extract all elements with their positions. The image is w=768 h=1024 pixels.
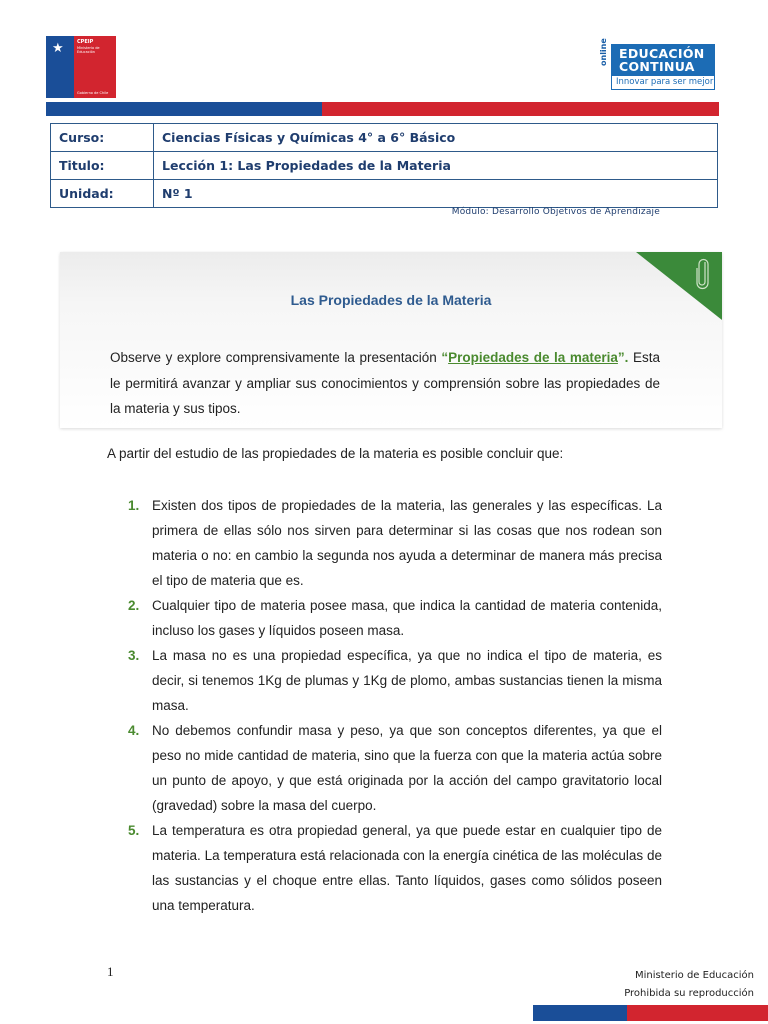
footer-text [624, 967, 754, 1003]
conclusion-intro: A partir del estudio de las propiedades de la materia es posible concluir que: [107, 446, 564, 461]
corner-ribbon [636, 252, 722, 320]
header-color-bar [46, 102, 719, 116]
footer-ministry: Ministerio de Educación [634, 970, 754, 981]
intro-open-quote: “ [441, 350, 449, 365]
intro-text-before: Observe y explore comprensivamente la presentación [110, 350, 442, 365]
ec-logo-line1: EDUCACIÓN [619, 46, 705, 61]
cpeip-acronym: CPEIP [77, 39, 94, 45]
page-number: 1 [107, 964, 114, 979]
star-icon: ★ [52, 40, 64, 55]
list-number: 3. [128, 648, 140, 663]
intro-paragraph [110, 345, 660, 422]
table-row [51, 180, 718, 208]
list-number: 1. [128, 498, 140, 513]
footer-copyright: Prohibida su reproducción [624, 988, 754, 999]
list-item [128, 718, 662, 818]
course-info-table [50, 123, 718, 208]
course-label: Curso: [51, 124, 154, 152]
cpeip-logo [46, 36, 116, 98]
intro-text-after: Esta le permitirá avanzar y ampliar sus conocimientos y comprensión sobre las propiedades de la materia y sus tipos. [110, 350, 661, 416]
table-row [51, 124, 718, 152]
online-label: online [599, 38, 608, 66]
cpeip-government: Gobierno de Chile [77, 91, 109, 95]
list-text: Cualquier tipo de materia posee masa, que indica la cantidad de materia contenida, incluso los gases y líquidos poseen masa. [152, 598, 662, 638]
list-number: 5. [128, 823, 140, 838]
list-text: La temperatura es otra propiedad general, ya que puede estar en cualquier tipo de materia. La temperatura está relacionada con la energía cinética de las moléculas de las sustancias y el choque entre ellas. Tanto líquidos, gases como sólidos poseen una temperatura. [152, 823, 662, 913]
list-item [128, 818, 662, 918]
table-row [51, 152, 718, 180]
conclusions-list [128, 493, 662, 918]
footer-color-bar [533, 1005, 768, 1021]
list-item [128, 643, 662, 718]
presentation-link[interactable]: Propiedades de la materia [448, 350, 618, 365]
list-number: 2. [128, 598, 140, 613]
list-text: La masa no es una propiedad específica, ya que no indica el tipo de materia, es decir, si tenemos 1Kg de plumas y 1Kg de plomo, ambas sustancias tienen la misma masa. [152, 648, 662, 713]
module-label: Módulo: Desarrollo Objetivos de Aprendizaje [451, 207, 660, 217]
list-item [128, 593, 662, 643]
paperclip-icon [696, 258, 709, 290]
cpeip-ministry: Ministerio de Educación [77, 46, 100, 54]
list-item [128, 493, 662, 593]
list-text: No debemos confundir masa y peso, ya que son conceptos diferentes, ya que el peso no mide cantidad de materia, sino que la fuerza con que la materia actúa sobre un punto de apoyo, y que está originada por la acción del campo gravitatorio local (gravedad) sobre la masa del cuerpo. [152, 723, 662, 813]
unit-value: Nº 1 [154, 180, 718, 208]
ec-logo-line2: CONTINUA [619, 59, 695, 74]
ec-logo-tagline: Innovar para ser mejor [611, 76, 715, 90]
title-label: Titulo: [51, 152, 154, 180]
unit-label: Unidad: [51, 180, 154, 208]
title-value: Lección 1: Las Propiedades de la Materia [154, 152, 718, 180]
intro-close-quote: ”. [617, 350, 629, 365]
course-value: Ciencias Físicas y Químicas 4° a 6° Básico [154, 124, 718, 152]
card-title: Las Propiedades de la Materia [290, 292, 492, 308]
educacion-continua-logo [597, 38, 715, 90]
list-number: 4. [128, 723, 140, 738]
list-text: Existen dos tipos de propiedades de la materia, las generales y las específicas. La primera de ellas sólo nos sirven para determinar si las cosas que nos rodean son materia o no: en cambio la segunda nos ayuda a determinar de manera más precisa el tipo de materia que es. [152, 498, 662, 588]
